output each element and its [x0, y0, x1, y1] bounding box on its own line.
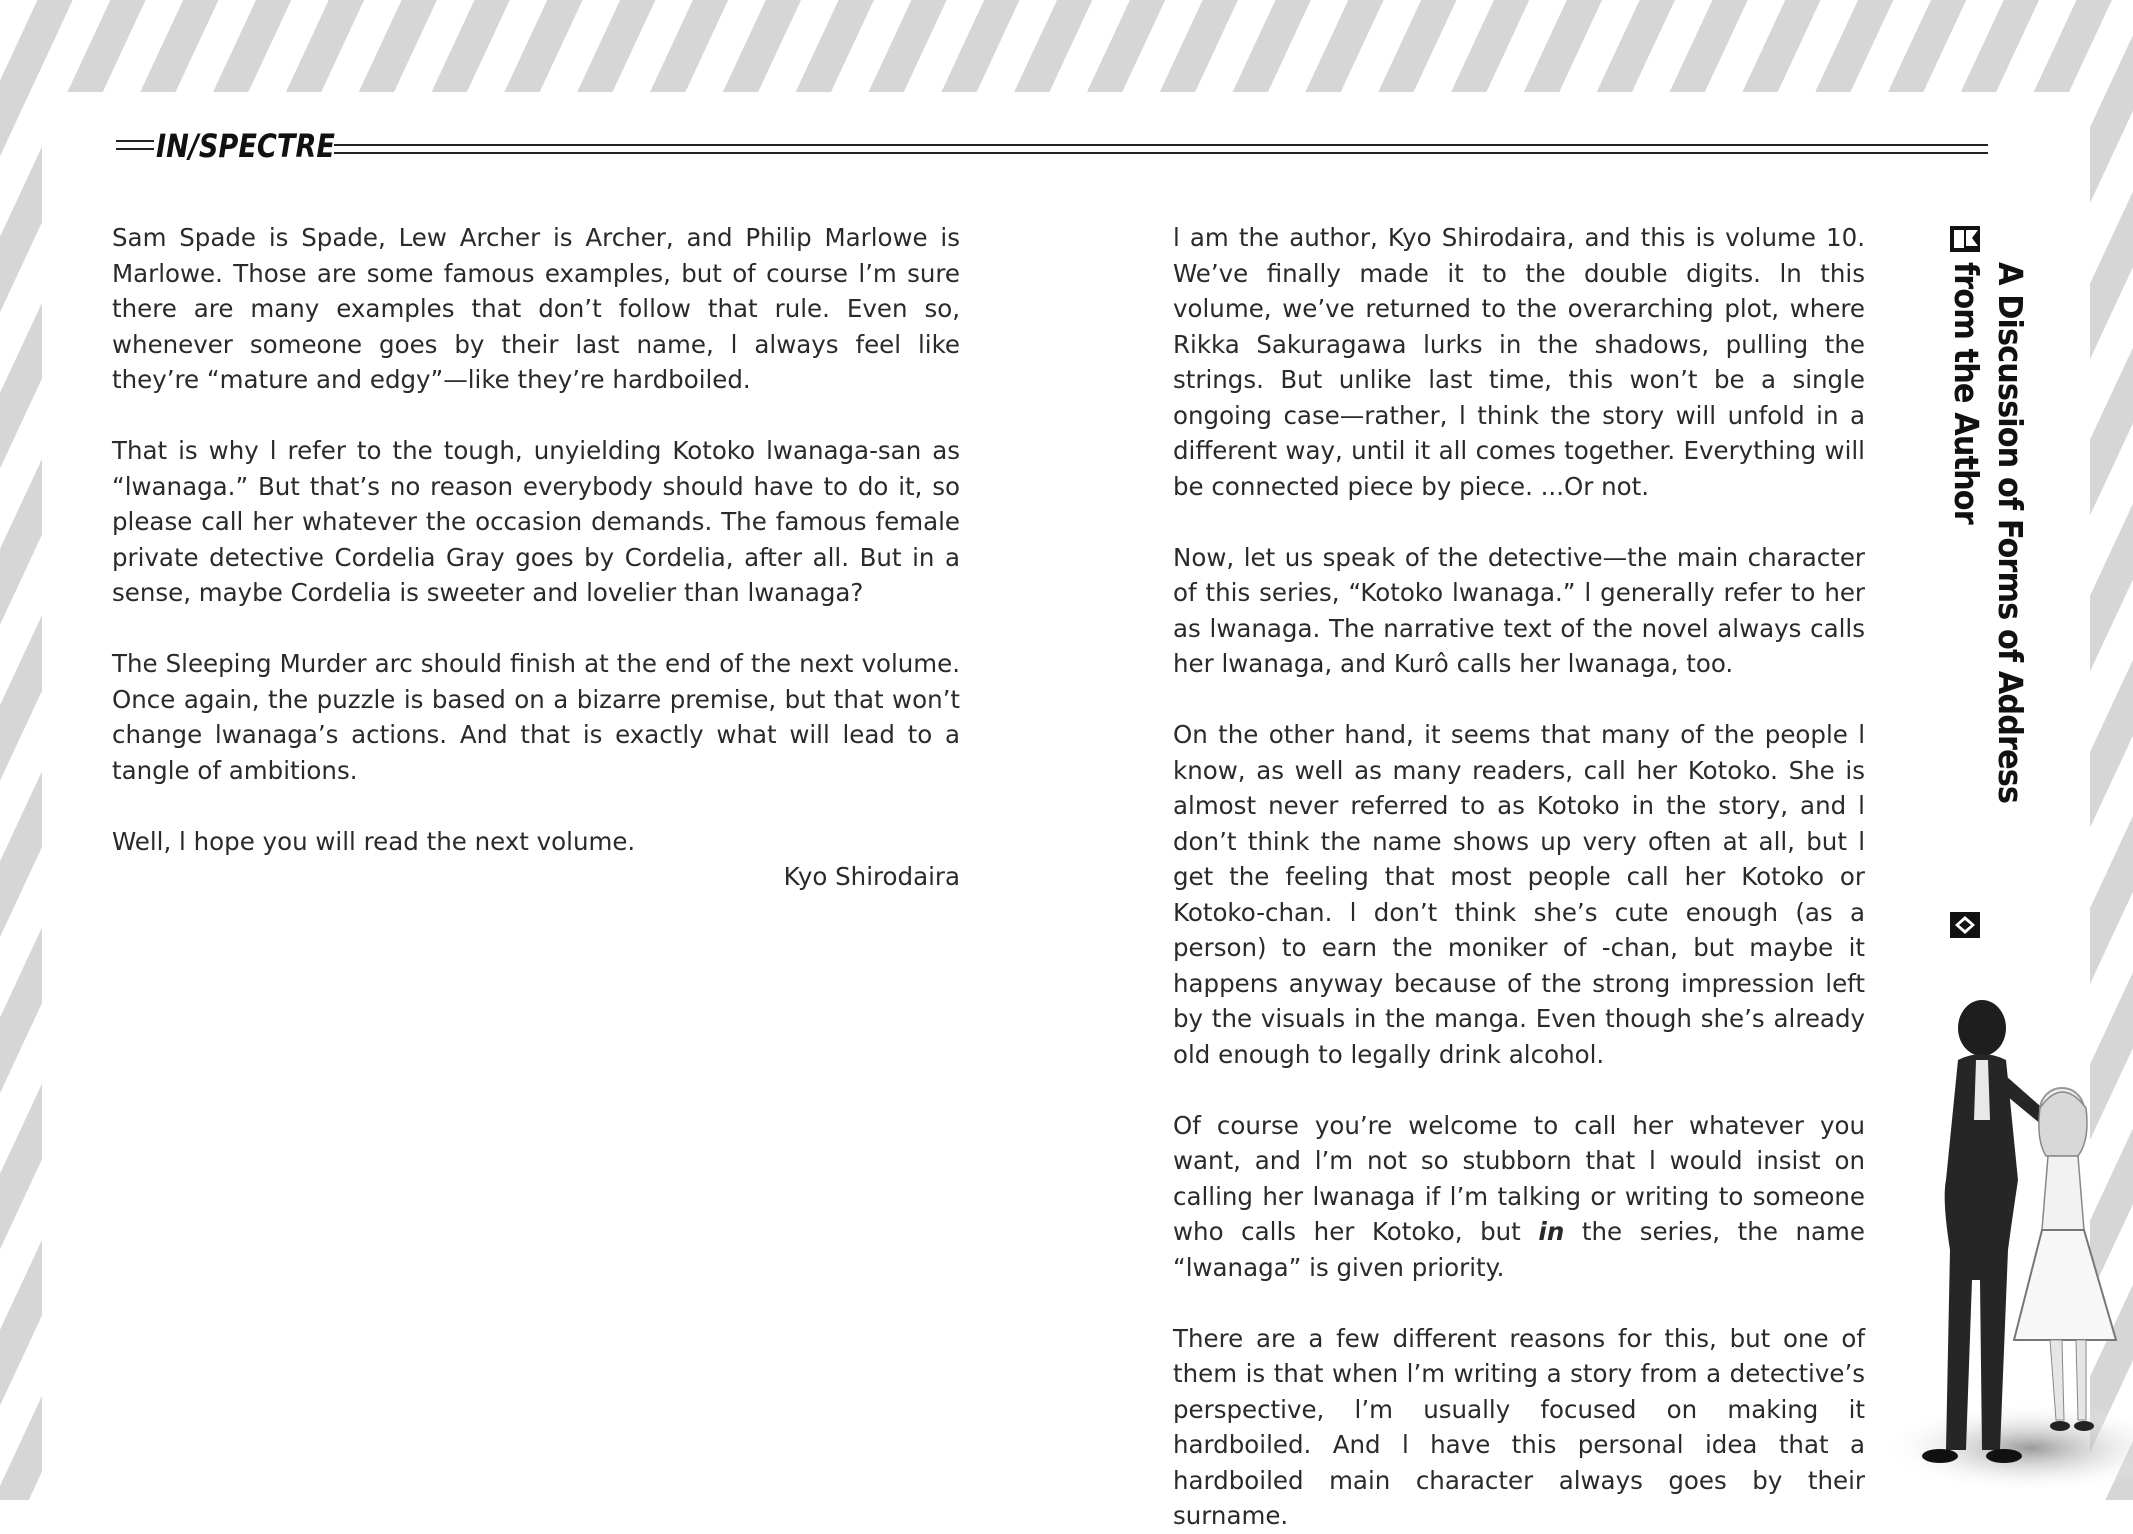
vertical-title-text: A Discussion of Forms of Address from the Author: [1947, 262, 2030, 804]
header-rule-right: [334, 144, 1988, 154]
signature: Kyo Shirodaira: [783, 862, 960, 891]
right-paragraph-2: Now, let us speak of the detective—the main character of this series, “Kotoko lwanaga.” l generally refer to her as lwanaga. The narrative text of the novel always calls her lwanaga, and Kurô calls her lwanaga, too.: [1173, 542, 1865, 678]
header-title: IN/SPECTRE: [156, 127, 335, 165]
right-paragraph-4: [1173, 1108, 1865, 1286]
left-paragraph-4: Well, l hope you will read the next volume.: [112, 826, 636, 856]
right-paragraph-1: l am the author, Kyo Shirodaira, and this is volume 10. We’ve finally made it to the double digits. ln this volume, we’ve returned to the overarching plot, where Rikka Sakuragawa lurks in the shadows, pulling the strings. But unlike last time, this won’t be a single ongoing case—rather, l think the story will unfold in a different way, until it all comes together. Everything will be connected piece by piece. ...Or not.: [1173, 223, 1865, 501]
right-paragraph-4-after: the series, the name “lwanaga” is given priority.: [1173, 1217, 1865, 1282]
right-paragraph-3: On the other hand, it seems that many of the people l know, as well as many readers, call her Kotoko. She is almost never referred to as Kotoko in the story, and l don’t think the name shows up very often at all, but l get the feeling that most people call her Kotoko or Kotoko-chan. l don’t think she’s cute enough (as a person) to earn the moniker of -chan, but maybe it happens anyway because of the strong impression left by the visuals in the manga. Even though she’s already old enough to legally drink alcohol.: [1173, 720, 1865, 1069]
right-paragraph-4-emphasis: in: [1538, 1217, 1565, 1246]
flag-box-icon: [1948, 224, 1982, 254]
vertical-title: [1940, 224, 2030, 944]
left-paragraph-3: The Sleeping Murder arc should finish at the end of the next volume. Once again, the puzzle is based on a bizarre premise, but that won’t change lwanaga’s actions. And that is exactly what will lead to a tangle of ambitions.: [112, 649, 960, 785]
header-rule-left: [116, 140, 154, 150]
right-paragraph-4-before: Of course you’re welcome to call her whatever you want, and l’m not so stubborn that l would insist on calling her lwanaga if l’m talking or writing to someone who calls her Kotoko, but: [1173, 1110, 1865, 1246]
character-illustration: [1880, 980, 2133, 1500]
left-paragraph-1: Sam Spade is Spade, Lew Archer is Archer, and Philip Marlowe is Marlowe. Those are some famous examples, but of course l’m sure there are many examples that don’t follow that rule. Even so, whenever someone goes by their last name, l always feel like they’re “mature and edgy”—like they’re hardboiled.: [112, 223, 960, 394]
right-paragraph-5: There are a few different reasons for this, but one of them is that when l’m writing a story from a detective’s perspective, l’m usually focused on making it hardboiled. And l have this personal idea that a hardboiled main character always goes by their surname.: [1173, 1323, 1865, 1530]
right-column: [1173, 220, 1865, 1534]
diamond-box-icon: [1948, 910, 1982, 940]
left-paragraph-2: That is why l refer to the tough, unyielding Kotoko lwanaga-san as “lwanaga.” But that’s no reason everybody should have to do it, so please call her whatever the occasion demands. The famous female private detective Cordelia Gray goes by Cordelia, after all. But in a sense, maybe Cordelia is sweeter and lovelier than lwanaga?: [112, 436, 960, 607]
page-header: [116, 128, 1988, 168]
left-column: [112, 220, 960, 895]
